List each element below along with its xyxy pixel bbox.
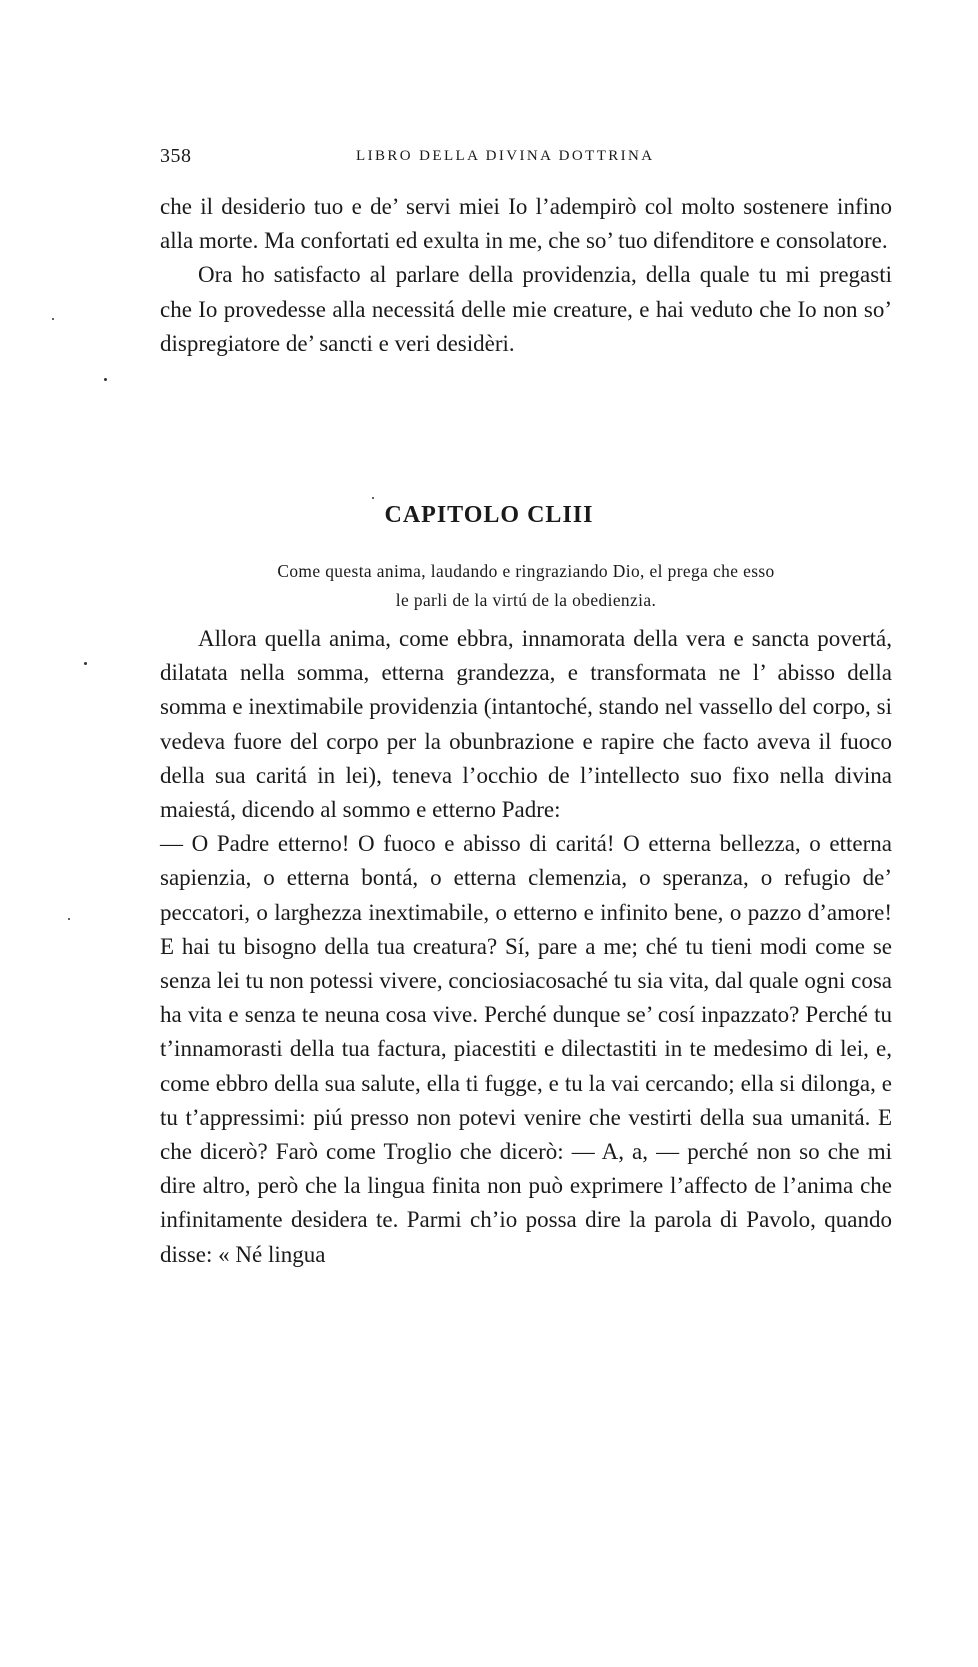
scan-speck	[104, 378, 107, 381]
chapter-paragraph: Allora quella anima, come ebbra, innamorata della vera e sancta povertá, dilatata nella somma, etterna grandezza, e transformata ne l’ abisso della somma e inextimabile providenzia (intantoché, stando nel vassello del corpo, si vedeva fuore del corpo per la obunbrazione e rapire che facto aveva il fuoco della sua caritá in lei), teneva l’occhio de l’intellecto suo fixo nella divina maiestá, dicendo al sommo e etterno Padre:	[160, 626, 892, 823]
chapter-summary-line: Come questa anima, laudando e ringraziando Dio, el prega che esso	[277, 561, 775, 581]
chapter-title: CAPITOLO CLIII	[384, 502, 594, 528]
scan-speck	[68, 918, 70, 920]
continuation-paragraph: che il desiderio tuo e de’ servi miei Io l’adempirò col molto sostenere infino alla morte. Ma confortati ed exulta in me, che so’ tuo difenditore e consolatore.	[160, 194, 892, 254]
page-number: 358	[160, 145, 192, 167]
scan-speck	[372, 497, 374, 499]
chapter-summary	[160, 557, 892, 615]
scan-speck	[52, 318, 54, 320]
chapter-summary-line: le parli de la virtú de la obedienzia.	[395, 590, 657, 610]
scan-speck	[84, 662, 87, 665]
continuation-text	[160, 190, 892, 361]
chapter-text	[160, 622, 892, 1272]
running-title: LIBRO DELLA DIVINA DOTTRINA	[356, 148, 655, 164]
continuation-paragraph: Ora ho satisfacto al parlare della providenzia, della quale tu mi pregasti che Io provedesse alla necessitá delle mie creature, e hai veduto che Io non so’ dispregiatore de’ sancti e veri desidèri.	[160, 262, 892, 356]
running-head	[160, 145, 890, 171]
chapter-paragraph: — O Padre etterno! O fuoco e abisso di caritá! O etterna bellezza, o etterna sapienzia, o etterna bontá, o etterna clemenzia, o speranza, o refugio de’ peccatori, o larghezza inextimabile, o etterno e infinito bene, o pazzo d’amore! E hai tu bisogno della tua creatura? Sí, pare a me; ché tu tieni modi come se senza lei tu non potessi vivere, conciosiacosaché tu sia vita, dal quale ogni cosa ha vita e senza te neuna cosa vive. Perché dunque se’ cosí inpazzato? Perché tu t’innamorasti della tua factura, piacestiti e dilectastiti in te medesimo di lei, e, come ebbro della sua salute, ella ti fugge, e tu la vai cercando; ella si dilonga, e tu t’appressimi: piú presso non potevi venire che vestirti della sua umanitá. E che dicerò? Farò come Troglio che dicerò: — A, a, — perché non so che mi dire altro, però che la lingua finita non può exprimere l’affecto de l’anima che infinitamente desidera te. Parmi ch’io possa dire la parola di Pavolo, quando disse: « Né lingua	[160, 831, 892, 1267]
